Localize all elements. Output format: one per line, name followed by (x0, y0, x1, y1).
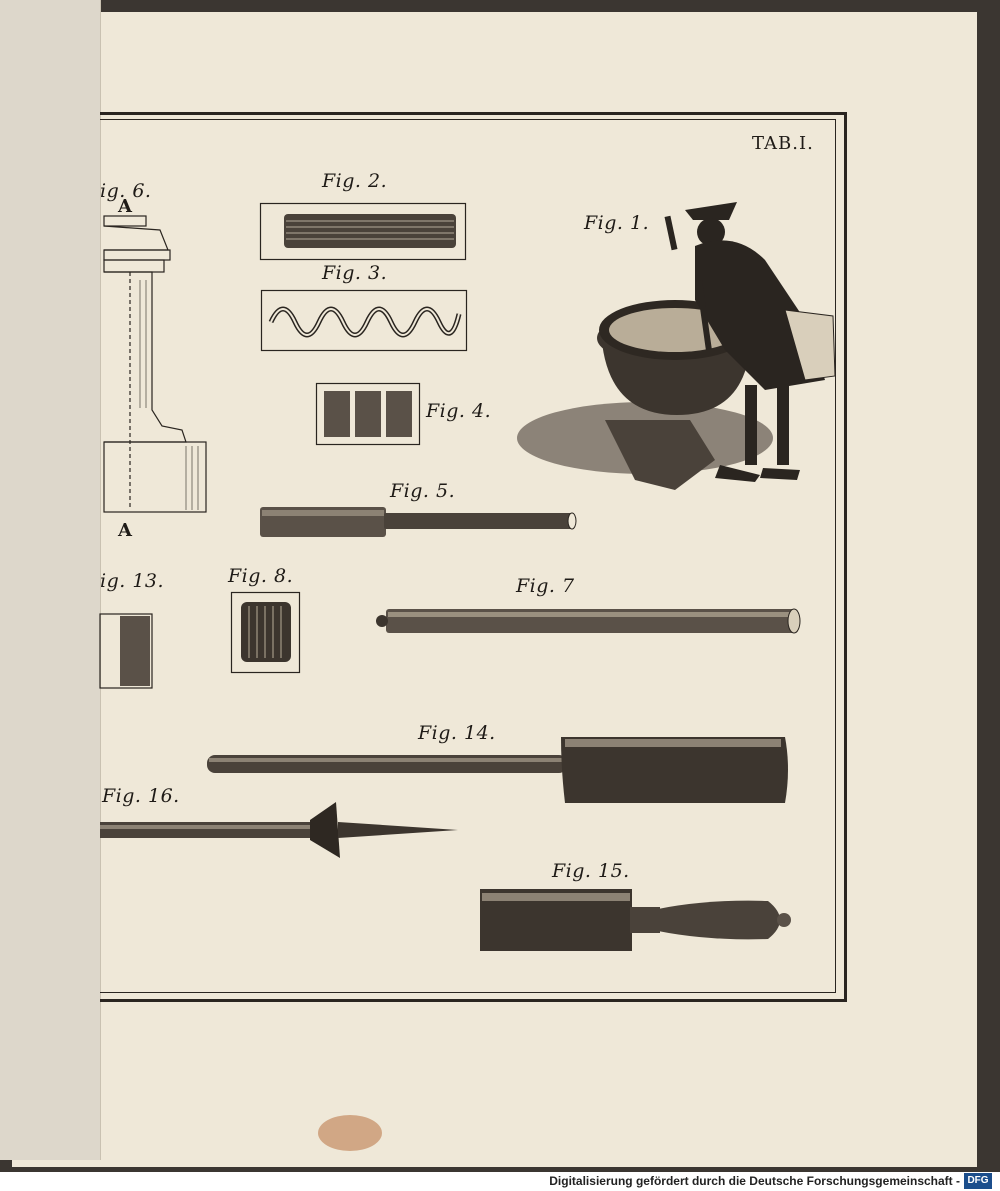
fig13-block-partial (100, 612, 156, 690)
fig7-label: Fig. 7 (516, 575, 575, 597)
paper-stain (318, 1115, 382, 1151)
fig5-label: Fig. 5. (390, 480, 456, 502)
fig6-column-illustration (100, 210, 210, 520)
fig16-label: Fig. 16. (102, 785, 180, 807)
binding-strip (0, 0, 101, 1160)
fig1-label: Fig. 1. (584, 212, 650, 234)
marker-a-top: A (118, 196, 132, 217)
fig8-wick-bundle (231, 592, 301, 674)
fig1-man-stirring-cauldron (515, 190, 840, 495)
marker-a-bottom: A (118, 520, 132, 541)
fig2-label: Fig. 2. (322, 170, 388, 192)
fig13-label: ig. 13. (100, 570, 165, 592)
fig15-handled-roller (478, 887, 794, 953)
fig4-label: Fig. 4. (426, 400, 492, 422)
fig3-wavy-strand (261, 290, 467, 352)
plate-label: TAB.I. (752, 133, 814, 154)
fig8-label: Fig. 8. (228, 565, 294, 587)
fig14-label: Fig. 14. (418, 722, 496, 744)
fig15-label: Fig. 15. (552, 860, 630, 882)
fig16-spike-tool (100, 800, 460, 860)
fig7-long-rod (374, 606, 804, 638)
fig6-label: ig. 6. (100, 180, 152, 202)
fig5-rod-with-sleeve (258, 505, 578, 539)
fig3-label: Fig. 3. (322, 262, 388, 284)
dfg-logo-icon: DFG (964, 1173, 992, 1189)
fig2-rope-strand (260, 203, 466, 261)
footer-credit: Digitalisierung gefördert durch die Deutsche Forschungsgemeinschaft - (549, 1174, 960, 1188)
fig4-three-blocks (316, 383, 420, 445)
fig14-paddle-tool (205, 733, 795, 805)
